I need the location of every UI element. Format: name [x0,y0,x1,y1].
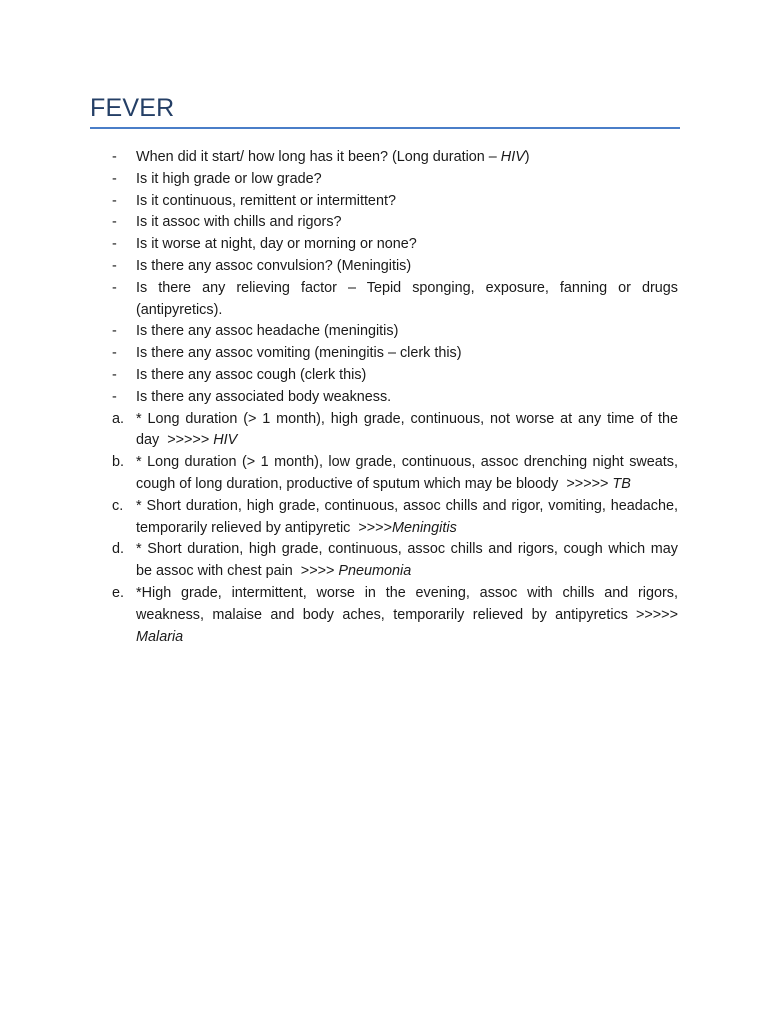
list-bullet: - [112,236,117,253]
symptom-description: *High grade, intermittent, worse in the evening, assoc with chills and rigors, weakness, malaise and body aches, temporarily relieved by antipyretics [136,584,678,623]
page-title: FEVER [90,94,175,122]
list-item [90,452,678,496]
list-item [90,212,678,234]
list-item [90,409,678,453]
list-letter: e. [112,584,125,601]
list-item-text [136,256,678,278]
list-item-text [136,496,678,540]
list-item-text [136,583,678,648]
list-bullet: - [112,323,117,340]
list-item-text [136,409,678,453]
question-text: Is there any assoc headache (meningitis) [136,323,399,340]
question-text: Is it continuous, remittent or intermittent? [136,192,396,209]
list-item-text [136,278,678,322]
differential-diagnosis-list [90,409,678,649]
question-text: Is there any assoc cough (clerk this) [136,366,367,383]
question-text: Is there any relieving factor – Tepid sponging, exposure, fanning or drugs (antipyretics). [136,279,678,318]
list-item [90,365,678,387]
list-bullet: - [112,388,117,405]
list-item [90,496,678,540]
list-item [90,583,678,648]
list-letter: b. [112,454,125,471]
history-question-list [90,147,678,409]
symptom-description: * Long duration (> 1 month), high grade, continuous, not worse at any time of the day [136,410,678,449]
symptom-description: * Long duration (> 1 month), low grade, continuous, assoc drenching night sweats, cough of long duration, productive of sputum which may be bloody [136,454,678,492]
list-item [90,387,678,409]
list-item [90,169,678,191]
condition-tag: HIV [500,149,525,165]
list-bullet: - [112,257,117,274]
question-text: Is it worse at night, day or morning or none? [136,236,417,253]
diagnosis-label: TB [612,475,631,492]
list-item-text [136,191,678,213]
arrow-indicator: >>>>> [566,475,613,492]
list-item-text [136,212,678,234]
list-letter: c. [112,497,124,514]
arrow-indicator: >>>> [300,563,339,580]
list-bullet: - [112,170,117,187]
title-underline [90,127,680,129]
list-bullet: - [112,345,117,362]
list-item [90,539,678,583]
arrow-indicator: >>>>> [635,606,678,623]
question-text: Is there any assoc convulsion? (Meningitis) [136,257,412,274]
diagnosis-label: Meningitis [391,519,457,536]
list-item-text [136,452,678,496]
list-item-text [136,169,678,191]
arrow-indicator: >>>>> [167,432,214,449]
list-item-text [136,539,678,583]
question-text: Is there any associated body weakness. [136,388,392,405]
list-item [90,147,678,169]
arrow-indicator: >>>> [358,519,392,536]
question-text: Is there any assoc vomiting (meningitis – clerk this) [136,345,462,362]
diagnosis-label: Malaria [136,628,184,645]
question-text: Is it high grade or low grade? [136,170,322,187]
list-letter: a. [112,410,125,427]
question-text: Is it assoc with chills and rigors? [136,214,342,231]
list-bullet: - [112,214,117,231]
list-item [90,321,678,343]
list-item [90,278,678,322]
symptom-description: * Short duration, high grade, continuous, assoc chills and rigor, vomiting, headache, temporarily relieved by antipyretic [136,497,678,536]
list-item-text [136,343,678,365]
list-item [90,256,678,278]
list-item [90,343,678,365]
list-item-text [136,234,678,256]
list-item-text [136,321,678,343]
list-bullet: - [112,192,117,209]
list-letter: d. [112,541,125,558]
question-text-suffix: ) [524,149,530,165]
document-body [90,147,678,648]
list-item-text [136,365,678,387]
list-item [90,191,678,213]
question-text: When did it start/ how long has it been? (Long duration – [136,149,501,165]
list-bullet: - [112,149,117,165]
diagnosis-label: HIV [213,432,238,449]
diagnosis-label: Pneumonia [338,563,412,580]
list-item-text [136,147,678,169]
list-bullet: - [112,279,117,296]
list-item [90,234,678,256]
list-item-text [136,387,678,409]
list-bullet: - [112,366,117,383]
symptom-description: * Short duration, high grade, continuous, assoc chills and rigors, cough which may be assoc with chest pain [136,541,678,580]
